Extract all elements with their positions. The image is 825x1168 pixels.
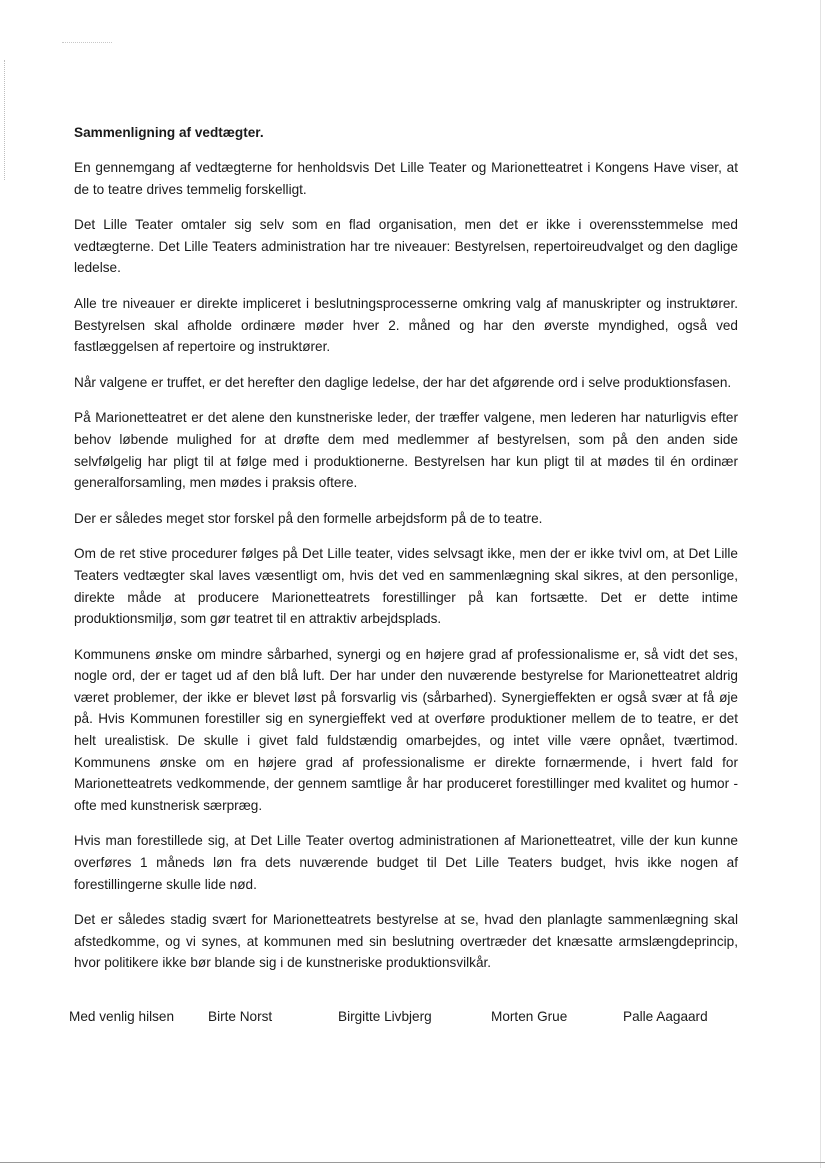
- paragraph: På Marionetteatret er det alene den kunstneriske leder, der træffer valgene, men lederen har naturligvis efter behov løbende mulighed for at drøfte dem med medlemmer af bestyrelsen, som på den anden side selvfølgelig har pligt til at følge med i produktionerne. Bestyrelsen har kun pligt til at mødes til én ordinær generalforsamling, men mødes i praksis oftere.: [74, 410, 738, 491]
- paragraph: Kommunens ønske om mindre sårbarhed, synergi og en højere grad af professionalisme er, så vidt det ses, nogle ord, der er taget ud af den blå luft. Der har under den nuværende bestyrelse for Marionetteatret aldrig været problemer, der ikke er blevet løst på forsvarlig vis (sårbarhed). Synergieffekten er også svær at få øje på. Hvis Kommunen forestiller sig en synergieffekt ved at overføre produktioner mellem de to teatre, er det helt urealistisk. De skulle i givet fald fuldstændig omarbejdes, og intet ville være opnået, tværtimod. Kommunens ønske om en højere grad af professionalisme er direkte fornærmende, i hvert fald for Marionetteatrets vedkommende, der gennem samtlige år har produceret forestillinger med kvalitet og humor - ofte med kunstnerisk særpræg.: [74, 646, 738, 813]
- letter-title: Sammenligning af vedtægter.: [74, 125, 264, 140]
- closing-salutation: Med venlig hilsen: [69, 1009, 175, 1024]
- paragraph: Alle tre niveauer er direkte impliceret i beslutningsprocesserne omkring valg af manuskripter og instruktører. Bestyrelsen skal afholde ordinære møder hver 2. måned og har den øverste myndighed, også ved fastlæggelsen af repertoire og instruktører.: [74, 295, 738, 355]
- signature-row: [69, 1006, 769, 1028]
- paragraph: Det Lille Teater omtaler sig selv som en flad organisation, men det er ikke i overensstemmelse med vedtægterne. Det Lille Teaters administration har tre niveauer: Bestyrelsen, repertoireudvalget og den daglige ledelse.: [74, 217, 738, 276]
- paragraph: Det er således stadig svært for Marionetteatrets bestyrelse at se, hvad den planlagte sammenlægning skal afstedkomme, og vi synes, at kommunen med sin beslutning overtræder det knæsatte armslængdeprincip, hvor politikere ikke bør blande sig i de kunstneriske produktionsvilkår.: [74, 912, 738, 971]
- scan-artifact-bottom-edge: [0, 1162, 825, 1164]
- paragraph: Om de ret stive procedurer følges på Det Lille teater, vides selvsagt ikke, men der er ikke tvivl om, at Det Lille Teaters vedtægter skal laves væsentligt om, hvis det ved en sammenlægning skal sikres, at den personlige, direkte måde at producere Marionetteatrets forestillinger på kan fortsætte. Det er dette intime produktionsmiljø, som gør teatret til en attraktiv arbejdsplads.: [74, 546, 738, 627]
- scan-artifact-top: [62, 42, 112, 44]
- signatory-name: Birgitte Livbjerg: [338, 1009, 432, 1024]
- scan-artifact-left-edge: [4, 60, 6, 180]
- paragraph: Hvis man forestillede sig, at Det Lille Teater overtog administrationen af Marionetteatret, ville der kun kunne overføres 1 måneds løn fra dets nuværende budget til Det Lille Teaters budget, hvis ikke nogen af forestillingerne skulle lide nød.: [74, 833, 738, 892]
- signatory-name: Birte Norst: [208, 1009, 273, 1024]
- paragraph: En gennemgang af vedtægterne for henholdsvis Det Lille Teater og Marionetteatret i Kongens Have viser, at de to teatre drives temmelig forskelligt.: [74, 160, 738, 197]
- signatory-name: Palle Aagaard: [623, 1009, 708, 1024]
- paragraph: Der er således meget stor forskel på den formelle arbejdsform på de to teatre.: [74, 510, 543, 526]
- scan-artifact-right-edge: [820, 0, 822, 1168]
- paragraph: Når valgene er truffet, er det herefter den daglige ledelse, der har det afgørende ord i selve produktionsfasen.: [74, 374, 732, 390]
- letter-body: [74, 122, 738, 988]
- signatory-name: Morten Grue: [491, 1009, 568, 1024]
